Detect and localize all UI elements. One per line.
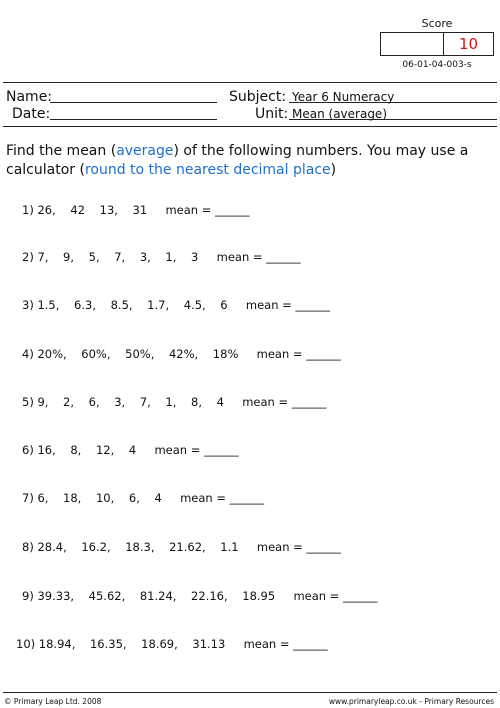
instructions-part1: Find the mean ( xyxy=(6,143,117,159)
instructions-part2: ) of the following numbers. You may use a calculator ( xyxy=(6,143,469,178)
footer-rule xyxy=(3,692,497,693)
question-6: 6) 16, 8, 12, 4 mean = ______ xyxy=(22,443,239,457)
question-5: 5) 9, 2, 6, 3, 7, 1, 8, 4 mean = ______ xyxy=(22,395,327,409)
subject-field[interactable] xyxy=(289,102,497,103)
header-bottom-rule xyxy=(3,126,497,127)
question-1: 1) 26, 42 13, 31 mean = ______ xyxy=(22,203,250,217)
subject-value: Year 6 Numeracy xyxy=(292,90,395,104)
date-field[interactable] xyxy=(50,119,217,120)
score-value: 10 xyxy=(458,35,479,53)
date-label: Date: xyxy=(12,106,51,122)
score-label: Score xyxy=(421,17,453,30)
worksheet-code: 06-01-04-003-s xyxy=(402,60,472,70)
footer-copyright: © Primary Leap Ltd. 2008 xyxy=(4,697,102,706)
unit-label: Unit: xyxy=(255,106,289,122)
question-9: 9) 39.33, 45.62, 81.24, 22.16, 18.95 mean = ______ xyxy=(22,589,378,603)
instructions-highlight-average: average xyxy=(116,143,174,159)
name-field[interactable] xyxy=(50,102,217,103)
instructions-highlight-rounding: round to the nearest decimal place xyxy=(84,162,331,178)
subject-label: Subject: xyxy=(229,89,287,105)
score-box xyxy=(380,32,494,56)
footer-website: www.primaryleap.co.uk - Primary Resources xyxy=(328,697,494,706)
header-top-rule xyxy=(3,82,497,83)
question-7: 7) 6, 18, 10, 6, 4 mean = ______ xyxy=(22,491,265,505)
question-3: 3) 1.5, 6.3, 8.5, 1.7, 4.5, 6 mean = ______ xyxy=(22,298,330,312)
name-label: Name: xyxy=(6,89,53,105)
unit-value: Mean (average) xyxy=(292,107,387,121)
instructions xyxy=(6,142,494,180)
score-blank-cell[interactable] xyxy=(381,33,444,55)
instructions-part3: ) xyxy=(330,162,337,178)
question-4: 4) 20%, 60%, 50%, 42%, 18% mean = ______ xyxy=(22,347,341,361)
question-2: 2) 7, 9, 5, 7, 3, 1, 3 mean = ______ xyxy=(22,250,301,264)
question-10: 10) 18.94, 16.35, 18.69, 31.13 mean = ______ xyxy=(16,637,328,651)
unit-field[interactable] xyxy=(289,119,497,120)
question-8: 8) 28.4, 16.2, 18.3, 21.62, 1.1 mean = ______ xyxy=(22,540,341,554)
